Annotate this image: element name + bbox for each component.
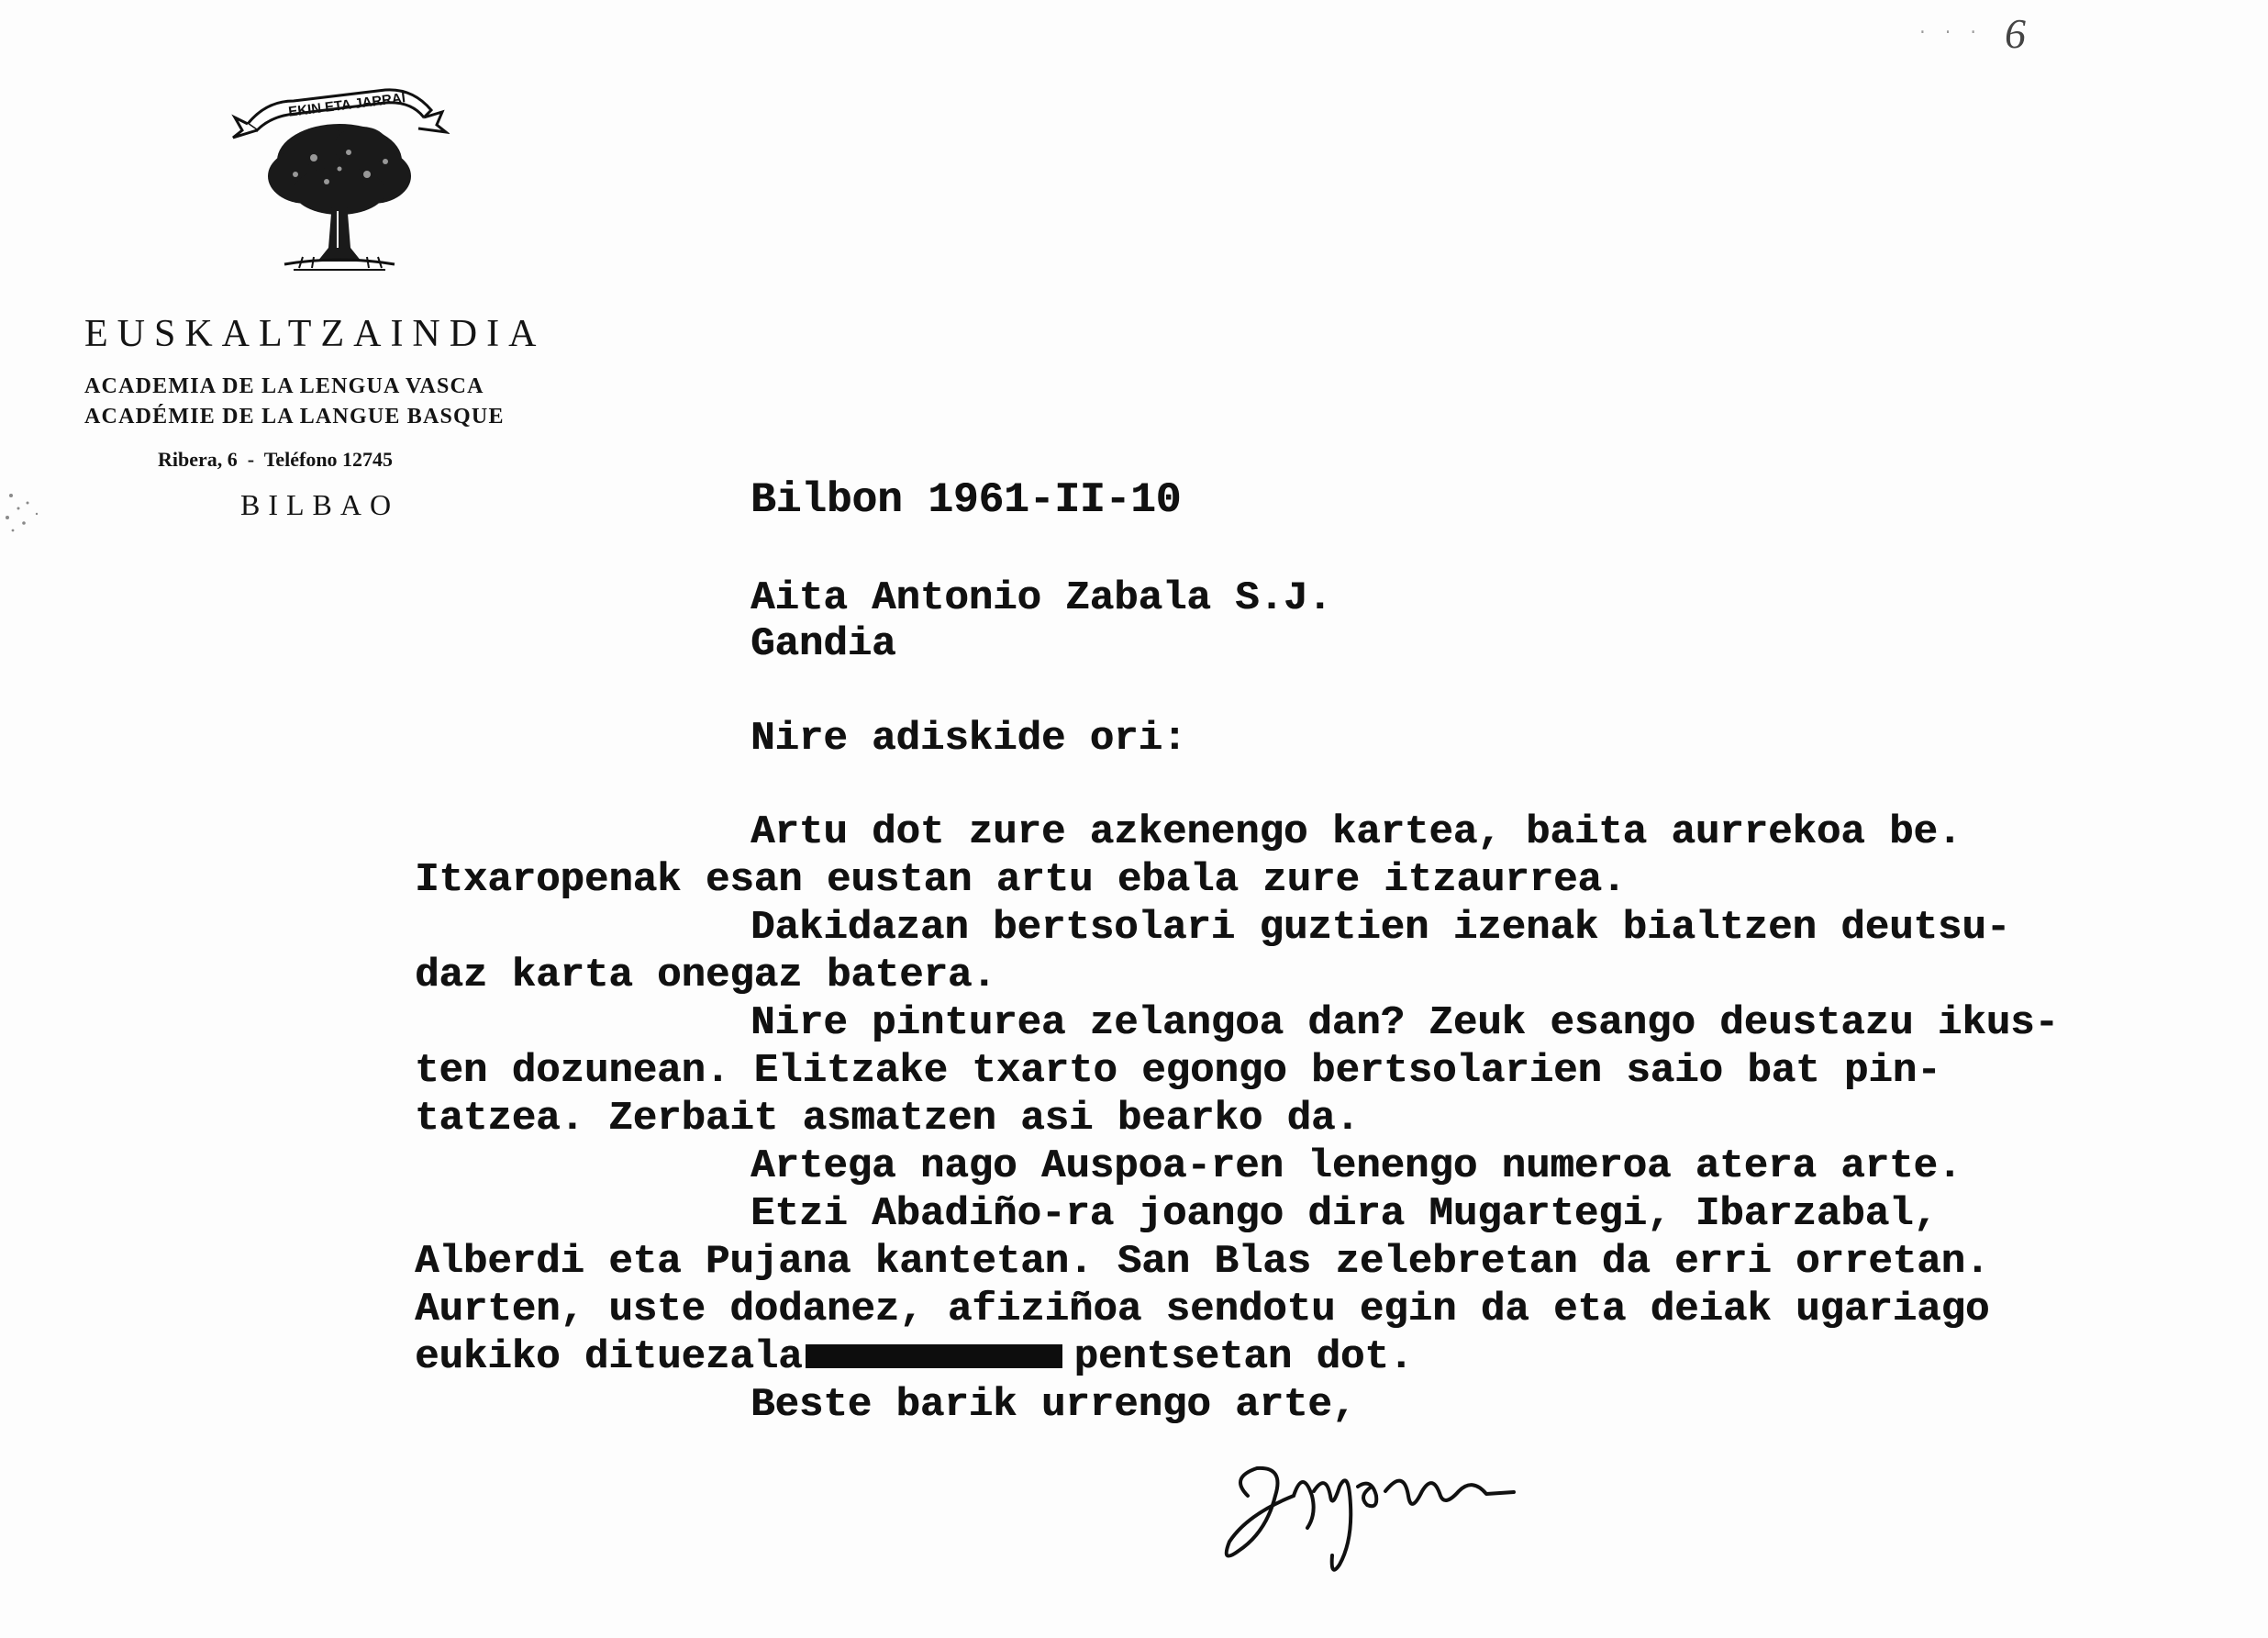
letter-body-line-text: tatzea. Zerbait asmatzen asi bearko da. bbox=[415, 1096, 1360, 1142]
letter-body bbox=[415, 808, 2250, 1429]
organization-address: Ribera, 6 - Teléfono 12745 bbox=[158, 448, 394, 471]
letter-body-line bbox=[415, 904, 2250, 952]
letter-body-line-text: Alberdi eta Pujana kantetan. San Blas zelebretan da erri orretan. bbox=[415, 1239, 1990, 1285]
letter-body-line-text: Etzi Abadiño-ra joango dira Mugartegi, Ibarzabal, bbox=[750, 1191, 1938, 1237]
handwritten-signature bbox=[1211, 1441, 1560, 1578]
tree-emblem-logo bbox=[229, 73, 450, 280]
letter-body-line bbox=[415, 1381, 2250, 1429]
page-number-mark: 6 bbox=[2005, 10, 2026, 57]
letter-body-line bbox=[415, 1095, 2250, 1142]
organization-city: BILBAO bbox=[240, 488, 400, 521]
letter-body-line bbox=[415, 1238, 2250, 1286]
letter-body-line bbox=[415, 856, 2250, 904]
letter-body-line-text: ten dozunean. Elitzake txarto egongo bertsolarien saio bat pin- bbox=[415, 1048, 1941, 1094]
letter-body-line-text: Artega nago Auspoa-ren lenengo numeroa atera arte. bbox=[750, 1143, 1962, 1189]
letter-body-line bbox=[415, 1333, 2250, 1381]
scan-noise bbox=[0, 477, 73, 551]
letter-body-line-text: daz karta onegaz batera. bbox=[415, 953, 996, 998]
letter-body-line-text: Aurten, uste dodanez, afiziñoa sendotu egin da eta deiak ugariago bbox=[415, 1287, 1990, 1332]
letter-body-line-text: Beste barik urrengo arte, bbox=[750, 1382, 1357, 1428]
letter-body-line bbox=[415, 1142, 2250, 1190]
recipient-city: Gandia bbox=[750, 621, 896, 667]
letter-body-line bbox=[415, 1190, 2250, 1238]
letter-body-line bbox=[415, 1286, 2250, 1333]
svg-text:EKIN ETA JARRAI: EKIN ETA JARRAI bbox=[287, 90, 406, 120]
redacted-word bbox=[806, 1344, 1062, 1368]
letter-body-line-text: Artu dot zure azkenengo kartea, baita aurrekoa be. bbox=[750, 809, 1962, 855]
letter-body-line bbox=[415, 1047, 2250, 1095]
letter-body-line-text-after-redaction: pentsetan dot. bbox=[1073, 1334, 1414, 1380]
recipient-name: Aita Antonio Zabala S.J. bbox=[750, 575, 1332, 621]
corner-pencil-marks: · · · bbox=[1918, 24, 1982, 42]
letter-body-line-text: Nire pinturea zelangoa dan? Zeuk esango deustazu ikus- bbox=[750, 1000, 2059, 1046]
letter-body-line-text: Dakidazan bertsolari guztien izenak bialtzen deutsu- bbox=[750, 905, 2011, 951]
salutation: Nire adiskide ori: bbox=[750, 716, 1187, 762]
letter-body-line-text: Itxaropenak esan eustan artu ebala zure itzaurrea. bbox=[415, 857, 1627, 903]
organization-subtitle-french: ACADÉMIE DE LA LANGUE BASQUE bbox=[84, 405, 505, 429]
organization-name: EUSKALTZAINDIA bbox=[84, 313, 546, 355]
letter-body-line bbox=[415, 952, 2250, 999]
letter-body-line bbox=[415, 808, 2250, 856]
letter-body-line bbox=[415, 999, 2250, 1047]
organization-subtitle-spanish: ACADEMIA DE LA LENGUA VASCA bbox=[84, 374, 484, 398]
letter-body-line-text: eukiko dituezala bbox=[415, 1334, 803, 1380]
letter-date: Bilbon 1961-II-10 bbox=[750, 476, 1182, 524]
